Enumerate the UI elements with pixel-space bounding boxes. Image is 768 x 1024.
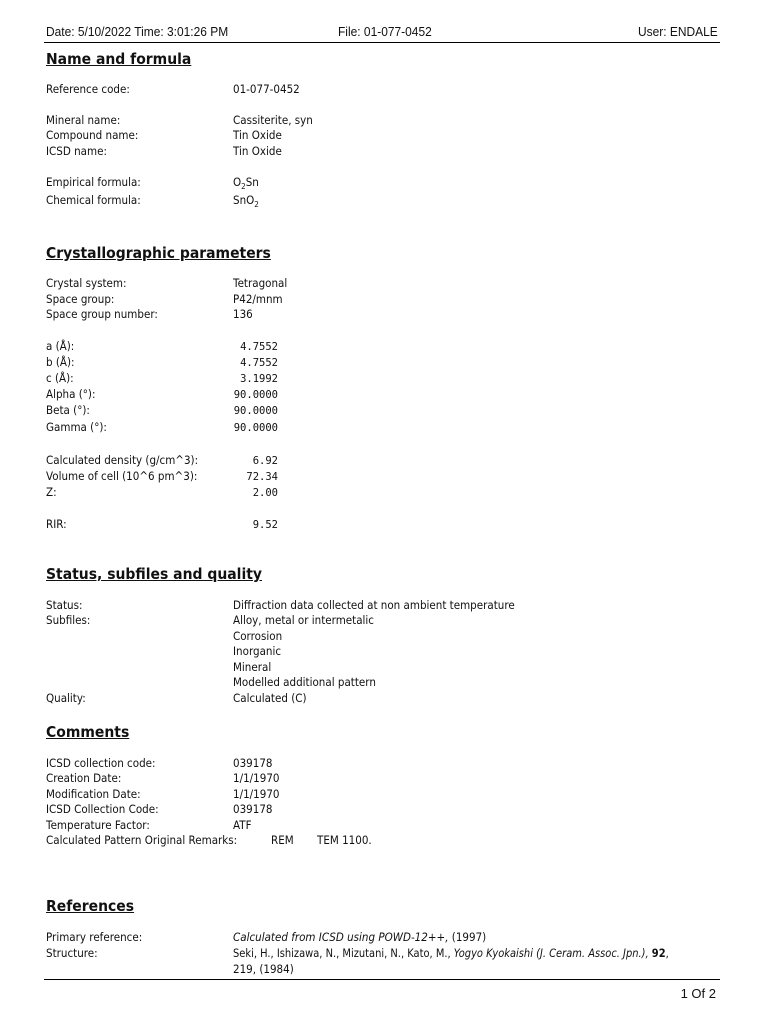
- section-title-crystallographic: Crystallographic parameters: [46, 244, 271, 262]
- quality-value: Calculated (C): [233, 691, 307, 705]
- space-group-number-label: Space group number:: [46, 307, 158, 321]
- lattice-c-value: 3.1992: [240, 373, 278, 385]
- header-divider: [44, 42, 720, 43]
- chemical-formula-label: Chemical formula:: [46, 193, 141, 207]
- reference-code-value: 01-077-0452: [233, 82, 300, 96]
- empirical-formula-value: $O_2Sn$: [233, 175, 259, 191]
- remarks-rem: REM: [271, 833, 294, 847]
- temperature-factor-value: ATF: [233, 818, 252, 832]
- status-value: Diffraction data collected at non ambient temperature: [233, 598, 515, 612]
- lattice-a-label: a (Å):: [46, 339, 75, 353]
- lattice-a-value: 4.7552: [240, 341, 278, 353]
- modification-date-value: 1/1/1970: [233, 787, 280, 801]
- subfile-item: Mineral: [233, 660, 272, 674]
- icsd-name-value: Tin Oxide: [233, 144, 282, 158]
- z-value: 2.00: [252, 487, 278, 499]
- alpha-value: 90.0000: [233, 389, 278, 401]
- icsd-collection-code-value: 039178: [233, 756, 273, 770]
- subfiles-label: Subfiles:: [46, 613, 91, 627]
- creation-date-value: 1/1/1970: [233, 771, 280, 785]
- reference-code-label: Reference code:: [46, 82, 130, 96]
- mineral-name-value: Cassiterite, syn: [233, 113, 313, 127]
- z-label: Z:: [46, 485, 57, 499]
- empirical-formula-label: Empirical formula:: [46, 175, 141, 189]
- crystal-system-label: Crystal system:: [46, 276, 127, 290]
- cell-volume-label: Volume of cell (10^6 pm^3):: [46, 469, 198, 483]
- temperature-factor-label: Temperature Factor:: [46, 818, 150, 832]
- section-title-comments: Comments: [46, 723, 130, 741]
- chemical-formula-value: SnO$_2$: [233, 193, 259, 209]
- modification-date-label: Modification Date:: [46, 787, 141, 801]
- subfile-item: Alloy, metal or intermetalic: [233, 613, 374, 627]
- calculated-density-label: Calculated density (g/cm^3):: [46, 453, 199, 467]
- crystal-system-value: Tetragonal: [233, 276, 288, 290]
- gamma-label: Gamma (°):: [46, 420, 107, 434]
- beta-value: 90.0000: [233, 405, 278, 417]
- icsd-name-label: ICSD name:: [46, 144, 107, 158]
- icsd-collection-code-2-value: 039178: [233, 802, 273, 816]
- subfile-item: Inorganic: [233, 644, 282, 658]
- space-group-label: Space group:: [46, 292, 115, 306]
- subfile-item: Modelled additional pattern: [233, 675, 376, 689]
- compound-name-value: Tin Oxide: [233, 128, 282, 142]
- icsd-collection-code-label: ICSD collection code:: [46, 756, 156, 770]
- original-remarks-label: Calculated Pattern Original Remarks:: [46, 833, 238, 847]
- footer-divider: [44, 979, 720, 980]
- header-user: User: ENDALE: [638, 24, 718, 39]
- structure-label: Structure:: [46, 946, 98, 960]
- cell-volume-value: 72.34: [246, 471, 278, 483]
- subfile-item: Corrosion: [233, 629, 283, 643]
- rir-value: 9.52: [252, 519, 278, 531]
- lattice-b-label: b (Å):: [46, 355, 75, 369]
- compound-name-label: Compound name:: [46, 128, 139, 142]
- mineral-name-label: Mineral name:: [46, 113, 121, 127]
- lattice-b-value: 4.7552: [240, 357, 278, 369]
- rir-label: RIR:: [46, 517, 67, 531]
- remarks-tem: TEM 1100.: [317, 833, 372, 847]
- space-group-number-value: 136: [233, 307, 253, 321]
- section-title-status: Status, subfiles and quality: [46, 565, 263, 583]
- header-file: File: 01-077-0452: [338, 24, 432, 39]
- icsd-collection-code-2-label: ICSD Collection Code:: [46, 802, 159, 816]
- section-title-name-formula: Name and formula: [46, 50, 192, 68]
- structure-reference-value: Seki, H., Ishizawa, N., Mizutani, N., Kato, M., Yogyo Kyokaishi (J. Ceram. Assoc. Jpn.), 92,: [233, 946, 669, 960]
- gamma-value: 90.0000: [233, 422, 278, 434]
- page-number: 1 Of 2: [680, 986, 716, 1001]
- quality-label: Quality:: [46, 691, 86, 705]
- creation-date-label: Creation Date:: [46, 771, 122, 785]
- primary-reference-value: Calculated from ICSD using POWD-12++, (1997): [233, 930, 487, 944]
- structure-reference-pages: 219, (1984): [233, 962, 294, 976]
- calculated-density-value: 6.92: [252, 455, 278, 467]
- space-group-value: P42/mnm: [233, 292, 283, 306]
- primary-reference-label: Primary reference:: [46, 930, 143, 944]
- lattice-c-label: c (Å):: [46, 371, 74, 385]
- header-date-time: Date: 5/10/2022 Time: 3:01:26 PM: [46, 24, 229, 39]
- status-label: Status:: [46, 598, 83, 612]
- alpha-label: Alpha (°):: [46, 387, 96, 401]
- beta-label: Beta (°):: [46, 403, 90, 417]
- section-title-references: References: [46, 897, 135, 915]
